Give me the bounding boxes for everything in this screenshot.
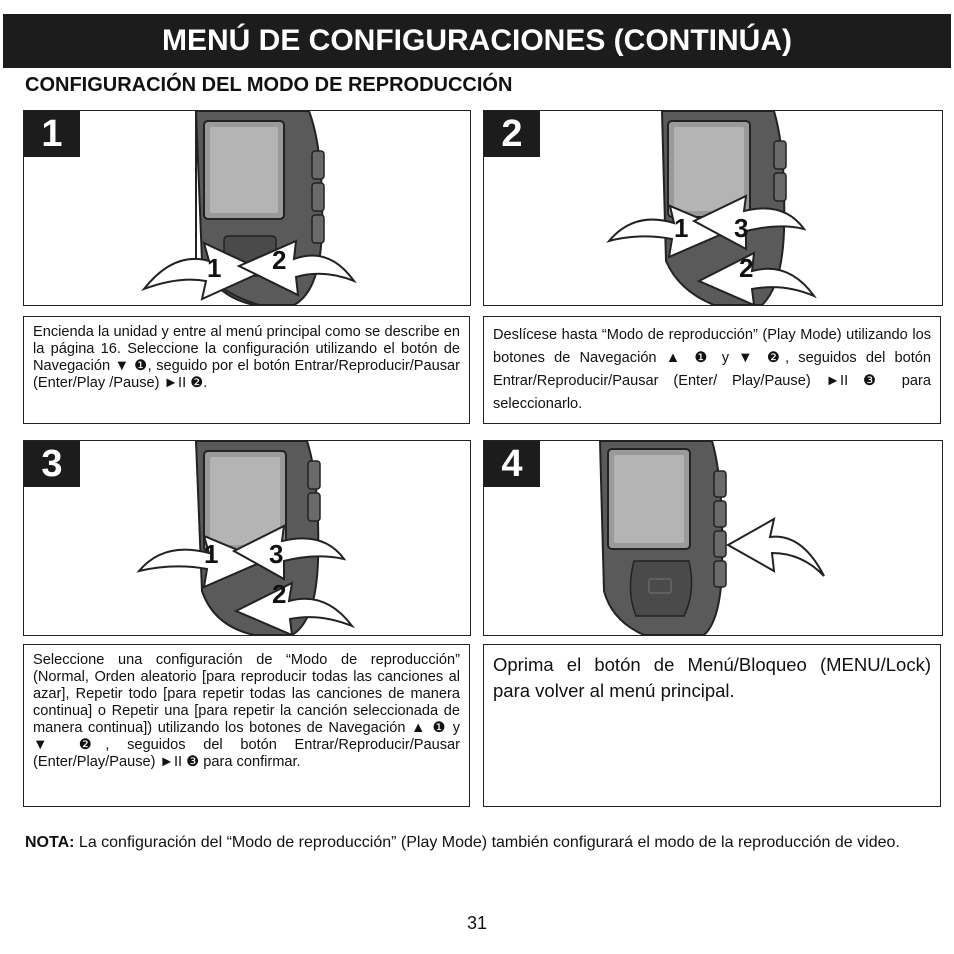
step-1-illustration (23, 110, 471, 306)
step-3-illustration (23, 440, 471, 636)
arrow-label: 1 (207, 253, 222, 283)
step-3-description: Seleccione una configuración de “Modo de reproducción” (Normal, Orden aleatorio [para reproducir todas las canciones al azar], Repetir todo [para repetir todas las canciones de manera continua] o Repetir una [para repetir la canción seleccionada de manera continua]) utilizando los botones de Navegación ▲ ❶ y ▼ ❷, seguidos del botón Entrar/Reproducir/Pausar (Enter/Play/Pause) ►II ❸ para confirmar. (23, 644, 470, 807)
arrow-label: 2 (272, 245, 287, 275)
page-number: 31 (466, 913, 488, 933)
step-3-number: 3 (24, 441, 80, 487)
note-paragraph (25, 831, 938, 855)
page-title: MENÚ DE CONFIGURACIONES (CONTINÚA) (3, 14, 951, 68)
player-illustration (24, 441, 470, 635)
step-2-description: Deslícese hasta “Modo de reproducción” (Play Mode) utilizando los botones de Navegación ▲ ❶ y ▼ ❷, seguidos del botón Entrar/Reproducir/Pausar (Enter/ Play/Pause) ►II ❸ para seleccionarlo. (483, 316, 941, 424)
player-illustration (484, 441, 942, 635)
step-4-number: 4 (484, 441, 540, 487)
note-label: NOTA: (25, 834, 75, 851)
step-1-description: Encienda la unidad y entre al menú principal como se describe en la página 16. Seleccione la configuración utilizando el botón de Navegación ▼ ❶, seguido por el botón Entrar/Reproducir/Pausar (Enter/Play /Pause) ►II ❷. (23, 316, 470, 424)
player-illustration (484, 111, 942, 305)
step-2-number: 2 (484, 111, 540, 157)
arrow-label: 3 (734, 213, 749, 243)
note-text: La configuración del “Modo de reproducción” (Play Mode) también configurará el modo de la reproducción de video. (74, 834, 900, 851)
step-4-description: Oprima el botón de Menú/Bloqueo (MENU/Lock) para volver al menú principal. (483, 644, 941, 807)
arrow-label: 2 (739, 253, 754, 283)
step-1-number: 1 (24, 111, 80, 157)
player-illustration (24, 111, 470, 305)
arrow-label: 1 (204, 539, 219, 569)
arrow-label: 1 (674, 213, 689, 243)
step-2-illustration (483, 110, 943, 306)
step-4-illustration (483, 440, 943, 636)
section-subtitle: CONFIGURACIÓN DEL MODO DE REPRODUCCIÓN (25, 74, 513, 96)
arrow-label: 2 (272, 579, 287, 609)
arrow-label: 3 (269, 539, 284, 569)
